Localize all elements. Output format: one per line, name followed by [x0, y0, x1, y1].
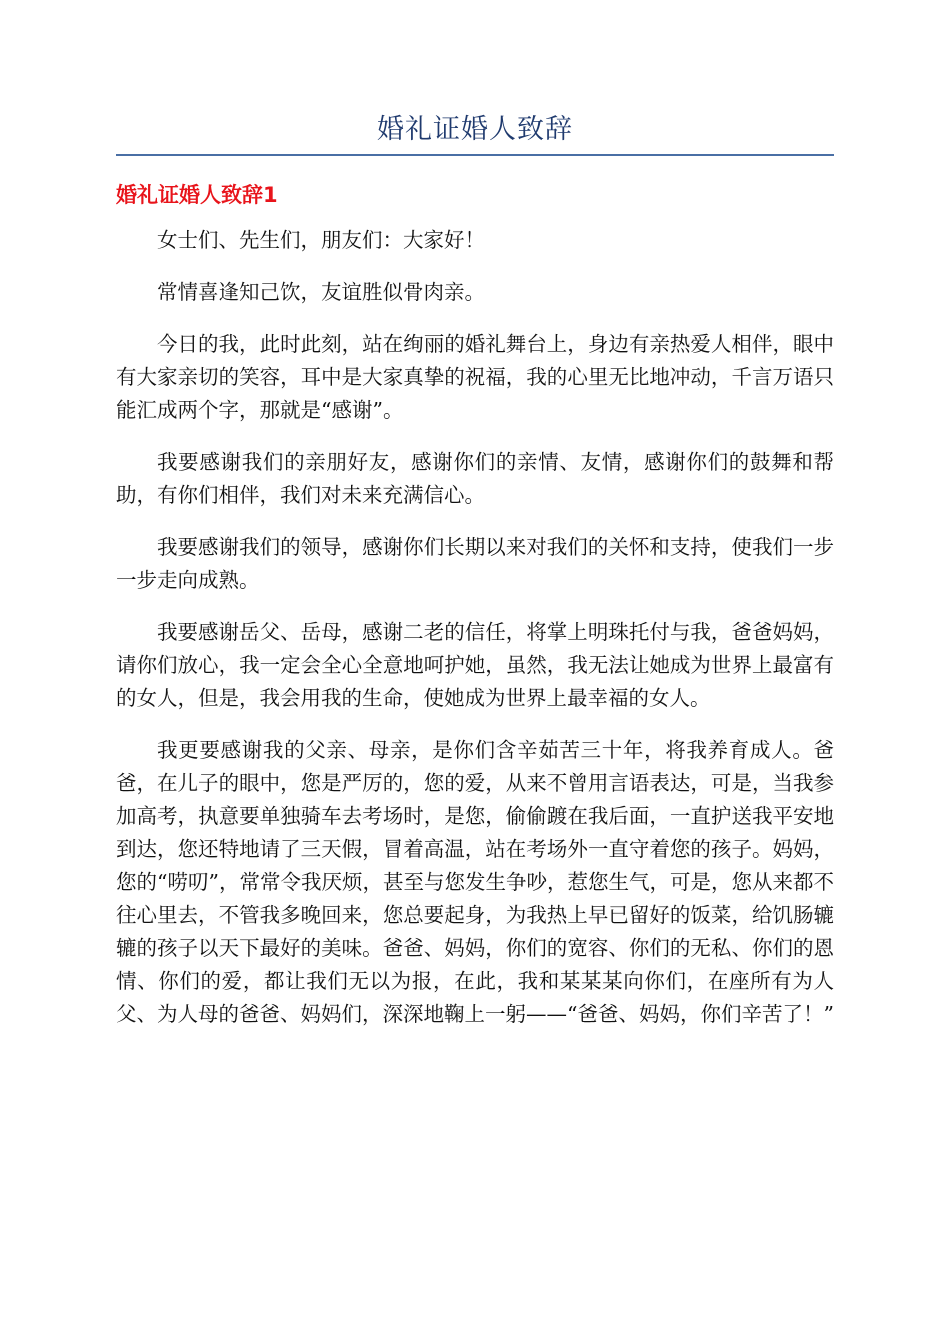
paragraph-3: 今日的我，此时此刻，站在绚丽的婚礼舞台上，身边有亲热爱人相伴，眼中有大家亲切的笑容，耳中是大家真挚的祝福，我的心里无比地冲动，千言万语只能汇成两个字，那就是“感谢”。: [116, 332, 834, 422]
paragraph-7: 我更要感谢我的父亲、母亲，是你们含辛茹苦三十年，将我养育成人。爸爸，在儿子的眼中，您是严厉的，您的爱，从来不曾用言语表达，可是，当我参加高考，执意要单独骑车去考场时，是您，偷偷踱在我后面，一直护送我平安地到达，您还特地请了三天假，冒着高温，站在考场外一直守着您的孩子。妈妈，您的“唠叨”，常常令我厌烦，甚至与您发生争吵，惹您生气，可是，您从来都不往心里去，不管我多晚回来，您总要起身，为我热上早已留好的饭菜，给饥肠辘辘的孩子以天下最好的美味。爸爸、妈妈，你们的宽容、你们的无私、你们的恩情、你们的爱，都让我们无以为报，在此，我和某某某向你们，在座所有为人父、为人母的爸爸、妈妈们，深深地鞠上一躬——“爸爸、妈妈，你们辛苦了！”: [116, 738, 834, 1026]
paragraph-6: 我要感谢岳父、岳母，感谢二老的信任，将掌上明珠托付与我，爸爸妈妈，请你们放心，我一定会全心全意地呵护她，虽然，我无法让她成为世界上最富有的女人，但是，我会用我的生命，使她成为世界上最幸福的女人。: [116, 620, 834, 710]
paragraph-2: 常情喜逢知己饮，友谊胜似骨肉亲。: [157, 280, 485, 304]
paragraph-1: 女士们、先生们，朋友们：大家好！: [157, 228, 485, 252]
paragraph-4: 我要感谢我们的亲朋好友，感谢你们的亲情、友情，感谢你们的鼓舞和帮助，有你们相伴，我们对未来充满信心。: [116, 450, 834, 507]
title-divider: [116, 154, 834, 156]
section-heading: 婚礼证婚人致辞1: [116, 183, 278, 207]
paragraph-5: 我要感谢我们的领导，感谢你们长期以来对我们的关怀和支持，使我们一步一步走向成熟。: [116, 535, 834, 592]
document-title: 婚礼证婚人致辞: [377, 114, 573, 145]
body-text: [116, 224, 834, 1050]
